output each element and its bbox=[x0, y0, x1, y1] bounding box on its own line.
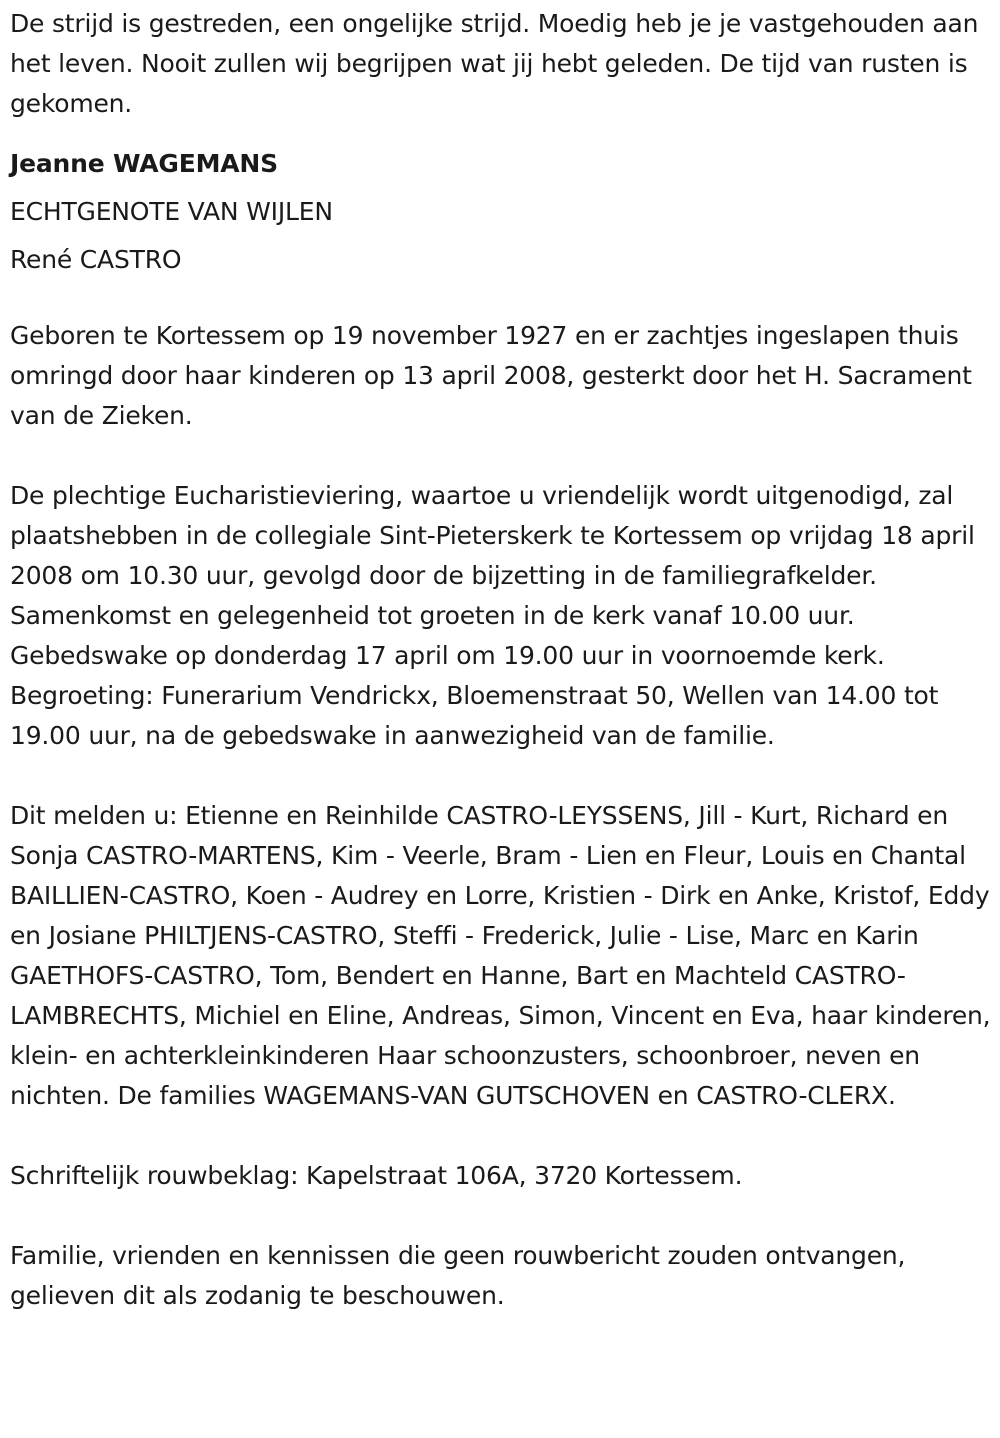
spacer bbox=[10, 284, 994, 316]
spouse-name: René CASTRO bbox=[10, 245, 182, 274]
opening-paragraph: De strijd is gestreden, een ongelijke strijd. Moedig heb je je vastgehouden aan het leven. Nooit zullen wij begrijpen wat jij hebt geleden. De tijd van rusten is gekomen. bbox=[10, 9, 979, 118]
relation-line: ECHTGENOTE VAN WIJLEN bbox=[10, 197, 333, 226]
spacer bbox=[10, 436, 994, 476]
closing-paragraph: Familie, vrienden en kennissen die geen rouwbericht zouden ontvangen, gelieven dit als zodanig te beschouwen. bbox=[10, 1241, 906, 1310]
deceased-name: Jeanne WAGEMANS bbox=[10, 149, 278, 178]
condolence-address: Schriftelijk rouwbeklag: Kapelstraat 106A, 3720 Kortessem. bbox=[10, 1161, 743, 1190]
spacer bbox=[10, 756, 994, 796]
birth-death-paragraph: Geboren te Kortessem op 19 november 1927 en er zachtjes ingeslapen thuis omringd door haar kinderen op 13 april 2008, gesterkt door het H. Sacrament van de Zieken. bbox=[10, 321, 972, 430]
obituary-document bbox=[10, 4, 994, 1316]
spacer bbox=[10, 1116, 994, 1156]
ceremony-paragraph: De plechtige Eucharistieviering, waartoe u vriendelijk wordt uitgenodigd, zal plaatshebben in de collegiale Sint-Pieterskerk te Kortessem op vrijdag 18 april 2008 om 10.30 uur, gevolgd door de bijzetting in de familiegrafkelder. Samenkomst en gelegenheid tot groeten in de kerk vanaf 10.00 uur. Gebedswake op donderdag 17 april om 19.00 uur in voornoemde kerk. Begroeting: Funerarium Vendrickx, Bloemenstraat 50, Wellen van 14.00 tot 19.00 uur, na de gebedswake in aanwezigheid van de familie. bbox=[10, 481, 975, 750]
spacer bbox=[10, 1196, 994, 1236]
family-paragraph: Dit melden u: Etienne en Reinhilde CASTRO-LEYSSENS, Jill - Kurt, Richard en Sonja CASTRO-MARTENS, Kim - Veerle, Bram - Lien en Fleur, Louis en Chantal BAILLIEN-CASTRO, Koen - Audrey en Lorre, Kristien - Dirk en Anke, Kristof, Eddy en Josiane PHILTJENS-CASTRO, Steffi - Frederick, Julie - Lise, Marc en Karin GAETHOFS-CASTRO, Tom, Bendert en Hanne, Bart en Machteld CASTRO-LAMBRECHTS, Michiel en Eline, Andreas, Simon, Vincent en Eva, haar kinderen, klein- en achterkleinkinderen Haar schoonzusters, schoonbroer, neven en nichten. De families WAGEMANS-VAN GUTSCHOVEN en CASTRO-CLERX. bbox=[10, 801, 991, 1110]
